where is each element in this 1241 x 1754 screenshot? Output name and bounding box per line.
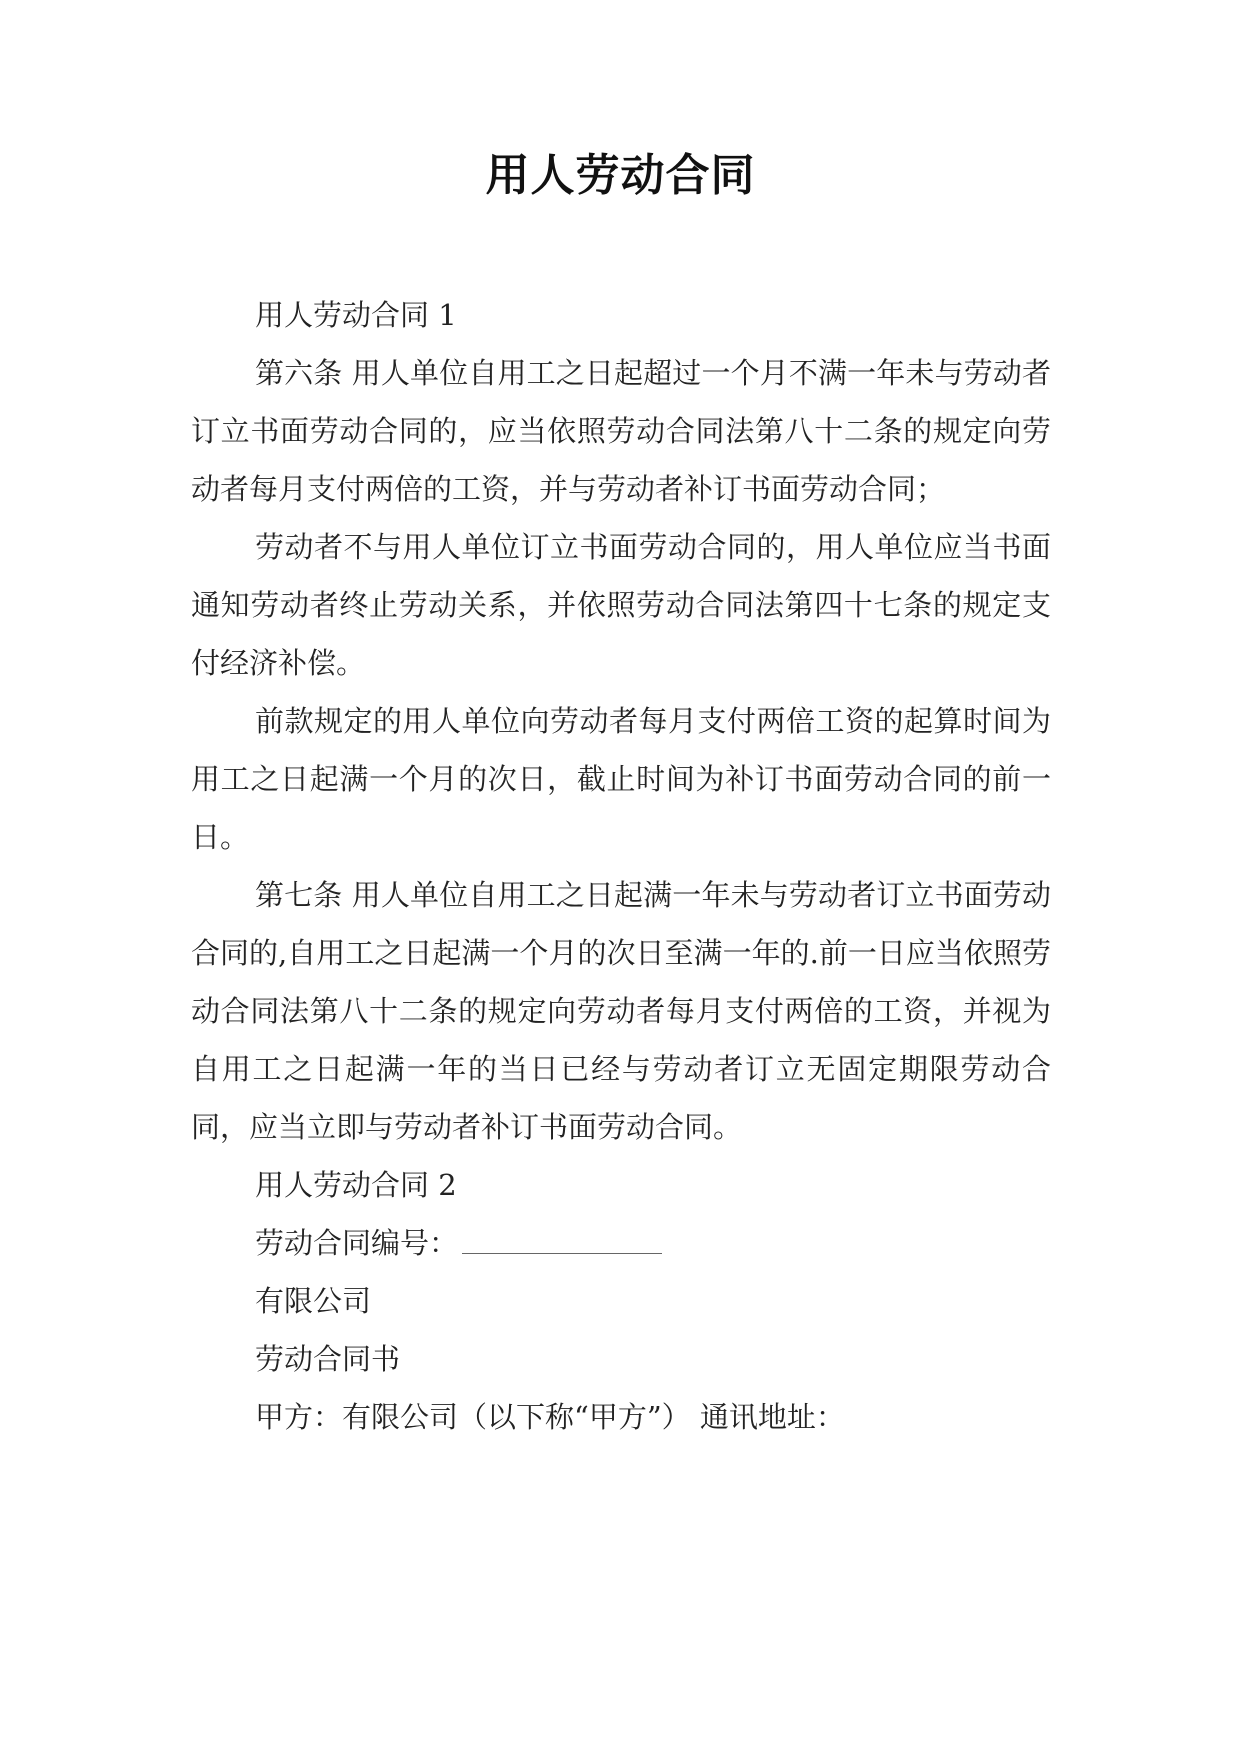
section-heading-1: 用人劳动合同 1 xyxy=(255,298,457,332)
contract-book-line: 劳动合同书 xyxy=(255,1342,401,1376)
section-heading-2: 用人劳动合同 2 xyxy=(255,1168,457,1202)
contract-number-label: 劳动合同编号： xyxy=(255,1226,459,1260)
party-a-line: 甲方：有限公司（以下称“甲方”） 通讯地址： xyxy=(255,1400,845,1434)
document-title: 用人劳动合同 xyxy=(485,150,756,201)
paragraph-article-6: 第六条 用人单位自用工之日起超过一个月不满一年未与劳动者订立书面劳动合同的，应当依照劳动合同法第八十二条的规定向劳动者每月支付两倍的工资，并与劳动者补订书面劳动合同； xyxy=(191,356,1051,506)
paragraph-article-7: 第七条 用人单位自用工之日起满一年未与劳动者订立书面劳动合同的,自用工之日起满一个月的次日至满一年的.前一日应当依照劳动合同法第八十二条的规定向劳动者每月支付两倍的工资，并视为自用工之日起满一年的当日已经与劳动者订立无固定期限劳动合同，应当立即与劳动者补订书面劳动合同。 xyxy=(191,878,1051,1144)
paragraph-termination: 劳动者不与用人单位订立书面劳动合同的，用人单位应当书面通知劳动者终止劳动关系，并依照劳动合同法第四十七条的规定支付经济补偿。 xyxy=(191,530,1051,680)
paragraph-double-wage: 前款规定的用人单位向劳动者每月支付两倍工资的起算时间为用工之日起满一个月的次日，截止时间为补订书面劳动合同的前一日。 xyxy=(191,704,1051,854)
company-line: 有限公司 xyxy=(255,1284,372,1318)
contract-number-blank xyxy=(462,1252,662,1254)
contract-number-line xyxy=(191,1214,1051,1272)
document-body xyxy=(191,286,1051,1446)
